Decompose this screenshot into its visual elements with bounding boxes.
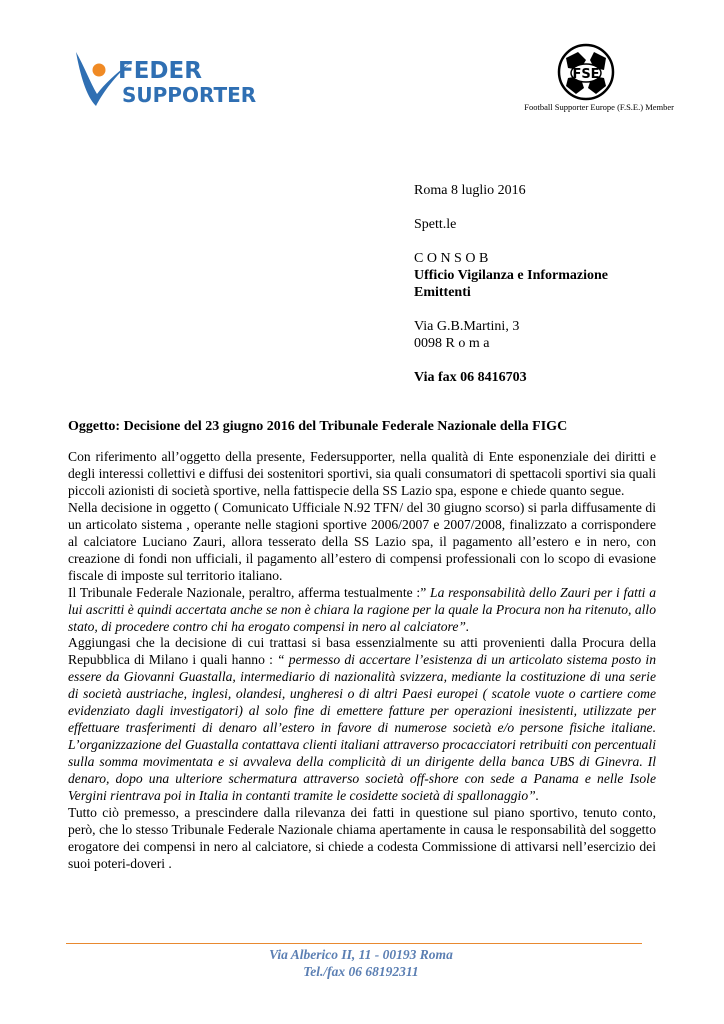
body-paragraph-3 bbox=[68, 585, 656, 636]
recipient-office-line2: Emittenti bbox=[414, 285, 471, 300]
footer-divider bbox=[66, 943, 642, 944]
recipient-fax: Via fax 06 8416703 bbox=[414, 370, 527, 385]
letter-body bbox=[68, 449, 656, 873]
recipient-city: 0098 R o m a bbox=[414, 336, 490, 351]
salutation: Spett.le bbox=[414, 217, 457, 232]
recipient-office-line1: Ufficio Vigilanza e Informazione bbox=[414, 268, 609, 283]
logo-text-feder: FEDER bbox=[118, 58, 202, 84]
logo-text-supporter: SUPPORTER bbox=[122, 83, 257, 107]
recipient-block bbox=[414, 182, 694, 386]
paragraph-3-quote: La responsabilità dello Zauri per i fatti a lui ascritti è quindi accertata anche se non è chiara la ragione per la quale la Procura non ha ritenuto, allo stato, di procedere contro chi ha erogato compensi in nero al calciatore”. bbox=[68, 584, 657, 634]
footer bbox=[66, 946, 656, 980]
body-paragraph-2: Nella decisione in oggetto ( Comunicato Ufficiale N.92 TFN/ del 30 giugno scorso) si parla diffusamente di un articolato sistema , operante nelle stagioni sportive 2006/2007 e 2007/2008, finalizzato a corrispondere al calciatore Luciano Zauri, allora tesserato della SS Lazio spa, il pagamento all’estero e in nero, con creazione di fondi non ufficiali, il pagamento all’estero di compensi professionali con lo scopo di evasione fiscale di imposte sul territorio italiano. bbox=[68, 499, 656, 583]
paragraph-4-quote: “ permesso di accertare l’esistenza di un articolato sistema posto in essere da Giovanni Guastalla, intermediario di nazionalità svizzera, mediante la costituzione di una serie di società austriache, inglesi, olandesi, ungheresi o di altri Paesi europei ( scatole vuote o cartiere come evidenziato dagli investigatori) al solo fine di emettere fatture per operazioni inesistenti, utilizzate per effettuare trasferimenti di denaro all’estero in favore di numerose società e/o persone fisiche italiane. L’organizzazione del Guastalla contattava clienti italiani attraverso procacciatori retribuiti con percentuali sulla somma movimentata e si avvaleva della complicità di un dirigente della banca UBS di Ginevra. Il denaro, dopo una ulteriore schermatura attraverso società off-shore con sede a Panama e nelle Isole Vergini rientrava poi in Italia in contanti tramite le cosidette società di spallonaggio”. bbox=[68, 652, 656, 804]
recipient-org: C O N S O B bbox=[414, 251, 489, 266]
paragraph-3-intro: Il Tribunale Federale Nazionale, peraltro, afferma testualmente :” bbox=[68, 584, 431, 600]
fse-badge-text: FSE bbox=[572, 67, 600, 82]
logo-orange-ball-icon bbox=[93, 64, 106, 77]
subject-line: Oggetto: Decisione del 23 giugno 2016 del Tribunale Federale Nazionale della FIGC bbox=[68, 419, 568, 434]
date-line: Roma 8 luglio 2016 bbox=[414, 183, 526, 198]
body-paragraph-4 bbox=[68, 635, 656, 805]
body-paragraph-1: Con riferimento all’oggetto della presente, Federsupporter, nella qualità di Ente esponenziale dei diritti e degli interessi collettivi e diffusi dei sostenitori sportivi, sia quali consumatori di spettacoli sportivi sia quali piccoli azionisti di società sportive, nella fattispecie della SS Lazio spa, espone e chiede quanto segue. bbox=[68, 449, 656, 498]
fse-caption: Football Supporter Europe (F.S.E.) Member bbox=[524, 102, 674, 112]
footer-address: Via Alberico II, 11 - 00193 Roma bbox=[269, 947, 453, 962]
footer-phone: Tel./fax 06 68192311 bbox=[303, 964, 419, 979]
fse-logo bbox=[556, 42, 616, 102]
recipient-street: Via G.B.Martini, 3 bbox=[414, 319, 520, 334]
paragraph-4-intro: Aggiungasi che la decisione di cui trattasi si basa essenzialmente su atti provenienti dalla Procura della Repubblica di Milano i quali hanno : bbox=[68, 635, 656, 668]
federsupporter-logo bbox=[72, 44, 272, 112]
body-paragraph-5: Tutto ciò premesso, a prescindere dalla rilevanza dei fatti in questione sul piano sportivo, tenuto conto, però, che lo stesso Tribunale Federale Nazionale chiama apertamente in causa le responsabilità del soggetto erogatore dei compensi in nero al calciatore, si chiede a codesta Commissione di attivarsi nell’esercizio dei suoi poteri-doveri . bbox=[68, 805, 656, 871]
